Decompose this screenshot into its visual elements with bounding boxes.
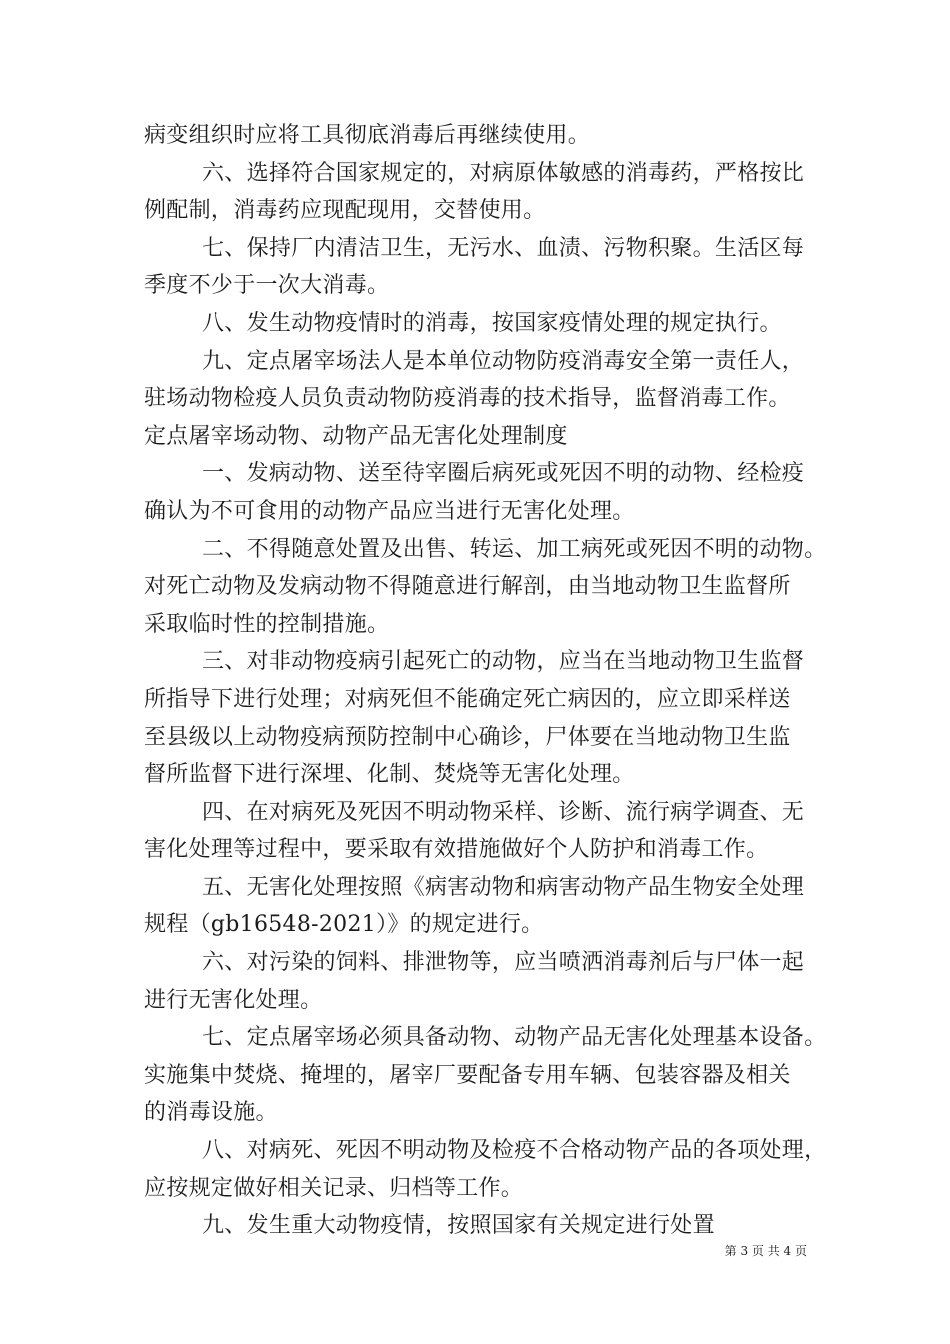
text-line-10: 一、发病动物、送至待宰圈后病死或死因不明的动物、经检疫 xyxy=(202,461,805,487)
text-line-3: 例配制，消毒药应现配现用，交替使用。 xyxy=(144,198,546,224)
document-body xyxy=(144,117,827,1245)
section-heading: 定点屠宰场动物、动物产品无害化处理制度 xyxy=(144,423,568,449)
text-line-20: 害化处理等过程中，要采取有效措施做好个人防护和消毒工作。 xyxy=(144,837,769,863)
text-line-28: 八、对病死、死因不明动物及检疫不合格动物产品的各项处理， xyxy=(202,1138,827,1164)
text-line-18: 督所监督下进行深埋、化制、焚烧等无害化处理。 xyxy=(144,762,635,788)
text-line-21: 五、无害化处理按照《病害动物和病害动物产品生物安全处理 xyxy=(202,874,805,900)
text-line-29: 应按规定做好相关记录、归档等工作。 xyxy=(144,1175,524,1201)
text-line-16: 所指导下进行处理；对病死但不能确定死亡病因的，应立即采样送 xyxy=(144,686,791,712)
page-number: 第 3 页 共 4 页 xyxy=(724,1244,807,1258)
text-line-8: 驻场动物检疫人员负责动物防疫消毒的技术指导，监督消毒工作。 xyxy=(144,386,791,412)
text-line-4: 七、保持厂内清洁卫生，无污水、血渍、污物积聚。生活区每 xyxy=(202,235,805,261)
text-line-11: 确认为不可食用的动物产品应当进行无害化处理。 xyxy=(144,498,635,524)
text-line-17: 至县级以上动物疫病预防控制中心确诊，尸体要在当地动物卫生监 xyxy=(144,724,791,750)
text-line-26: 实施集中焚烧、掩埋的，屠宰厂要配备专用车辆、包装容器及相关 xyxy=(144,1062,791,1088)
text-line-14: 采取临时性的控制措施。 xyxy=(144,611,390,637)
text-line-23: 六、对污染的饲料、排泄物等，应当喷洒消毒剂后与尸体一起 xyxy=(202,950,805,976)
text-line-22: 规程（gb16548-2021）》的规定进行。 xyxy=(144,912,544,938)
text-line-5: 季度不少于一次大消毒。 xyxy=(144,273,390,299)
text-line-6: 八、发生动物疫情时的消毒，按国家疫情处理的规定执行。 xyxy=(202,310,782,336)
text-line-30: 九、发生重大动物疫情，按照国家有关规定进行处置 xyxy=(202,1213,715,1239)
text-line-15: 三、对非动物疫病引起死亡的动物，应当在当地动物卫生监督 xyxy=(202,649,805,675)
text-line-24: 进行无害化处理。 xyxy=(144,987,323,1013)
text-line-25: 七、定点屠宰场必须具备动物、动物产品无害化处理基本设备。 xyxy=(202,1025,827,1051)
text-line-1: 病变组织时应将工具彻底消毒后再继续使用。 xyxy=(144,123,591,148)
text-line-13: 对死亡动物及发病动物不得随意进行解剖，由当地动物卫生监督所 xyxy=(144,574,791,600)
text-line-7: 九、定点屠宰场法人是本单位动物防疫消毒安全第一责任人， xyxy=(202,348,805,374)
text-line-19: 四、在对病死及死因不明动物采样、诊断、流行病学调查、无 xyxy=(202,799,805,825)
text-line-27: 的消毒设施。 xyxy=(144,1100,278,1126)
text-line-2: 六、选择符合国家规定的，对病原体敏感的消毒药，严格按比 xyxy=(202,160,805,186)
text-line-12: 二、不得随意处置及出售、转运、加工病死或死因不明的动物。 xyxy=(202,536,827,562)
